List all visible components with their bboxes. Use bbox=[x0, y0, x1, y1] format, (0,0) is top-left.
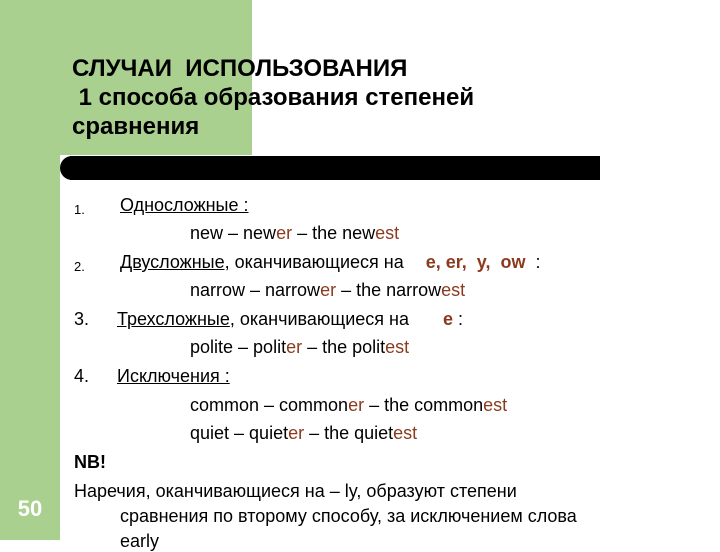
example-suffix-er: er bbox=[286, 337, 303, 357]
example-suffix-est: est bbox=[385, 337, 410, 357]
item-1-marker: 1. bbox=[74, 202, 85, 217]
nb-line-3: early bbox=[120, 531, 160, 551]
slide-number: 50 bbox=[17, 496, 43, 521]
item-3-heading-text: Трехсложные bbox=[117, 309, 230, 329]
example-base: – the common bbox=[364, 395, 484, 415]
example-suffix-est: est bbox=[483, 395, 508, 415]
item-4-example-2 bbox=[190, 422, 417, 444]
item-3-marker: 3. bbox=[74, 309, 90, 329]
title-line-1: СЛУЧАИ ИСПОЛЬЗОВАНИЯ bbox=[72, 55, 408, 82]
item-3-endings: е bbox=[442, 309, 453, 329]
example-suffix-er: er bbox=[348, 395, 365, 415]
left-sidebar bbox=[0, 0, 60, 540]
item-2-after: : bbox=[525, 252, 541, 272]
example-suffix-er: er bbox=[320, 280, 337, 300]
item-4-example-1 bbox=[190, 394, 507, 416]
item-1-heading-text: Односложные : bbox=[120, 195, 249, 215]
item-3-heading-rest: , оканчивающиеся на bbox=[229, 309, 409, 329]
item-3-heading bbox=[117, 308, 463, 330]
item-3-example bbox=[190, 336, 409, 358]
item-2-heading bbox=[120, 251, 540, 273]
item-3-after: : bbox=[453, 309, 464, 329]
example-suffix-er: er bbox=[276, 223, 293, 243]
example-base: common – common bbox=[190, 395, 349, 415]
item-2-marker: 2. bbox=[74, 259, 85, 274]
title-line-2: 1 способа образования степеней bbox=[72, 84, 475, 111]
item-4-marker: 4. bbox=[74, 366, 90, 386]
divider-bar bbox=[70, 156, 600, 180]
nb-label: NB! bbox=[74, 452, 106, 472]
example-base: – the new bbox=[292, 223, 376, 243]
example-base: narrow – narrow bbox=[190, 280, 321, 300]
example-suffix-er: er bbox=[288, 423, 305, 443]
title-line-3: сравнения bbox=[72, 113, 200, 140]
nb-line-1: Наречия, оканчивающиеся на – ly, образуют степени bbox=[74, 481, 517, 501]
example-suffix-est: est bbox=[441, 280, 466, 300]
example-suffix-est: est bbox=[393, 423, 418, 443]
example-base: quiet – quiet bbox=[190, 423, 289, 443]
slide-title bbox=[72, 54, 692, 141]
item-1-example bbox=[190, 222, 399, 244]
example-base: – the polit bbox=[302, 337, 386, 357]
item-2-heading-rest: оканчивающиеся на bbox=[229, 252, 404, 272]
nb-line-2: сравнения по второму способу, за исключением слова bbox=[120, 506, 577, 526]
example-base: new – new bbox=[190, 223, 277, 243]
item-2-example bbox=[190, 279, 465, 301]
title-divider bbox=[60, 156, 600, 180]
example-base: – the narrow bbox=[336, 280, 442, 300]
item-1-heading bbox=[120, 194, 249, 216]
item-4-heading-text: Исключения : bbox=[117, 366, 230, 386]
example-base: polite – polit bbox=[190, 337, 287, 357]
example-base: – the quiet bbox=[304, 423, 394, 443]
item-2-endings: е, er, y, ow bbox=[425, 252, 526, 272]
item-2-heading-text: Двусложные, bbox=[120, 252, 230, 272]
item-4-heading bbox=[117, 365, 230, 387]
example-suffix-est: est bbox=[375, 223, 400, 243]
